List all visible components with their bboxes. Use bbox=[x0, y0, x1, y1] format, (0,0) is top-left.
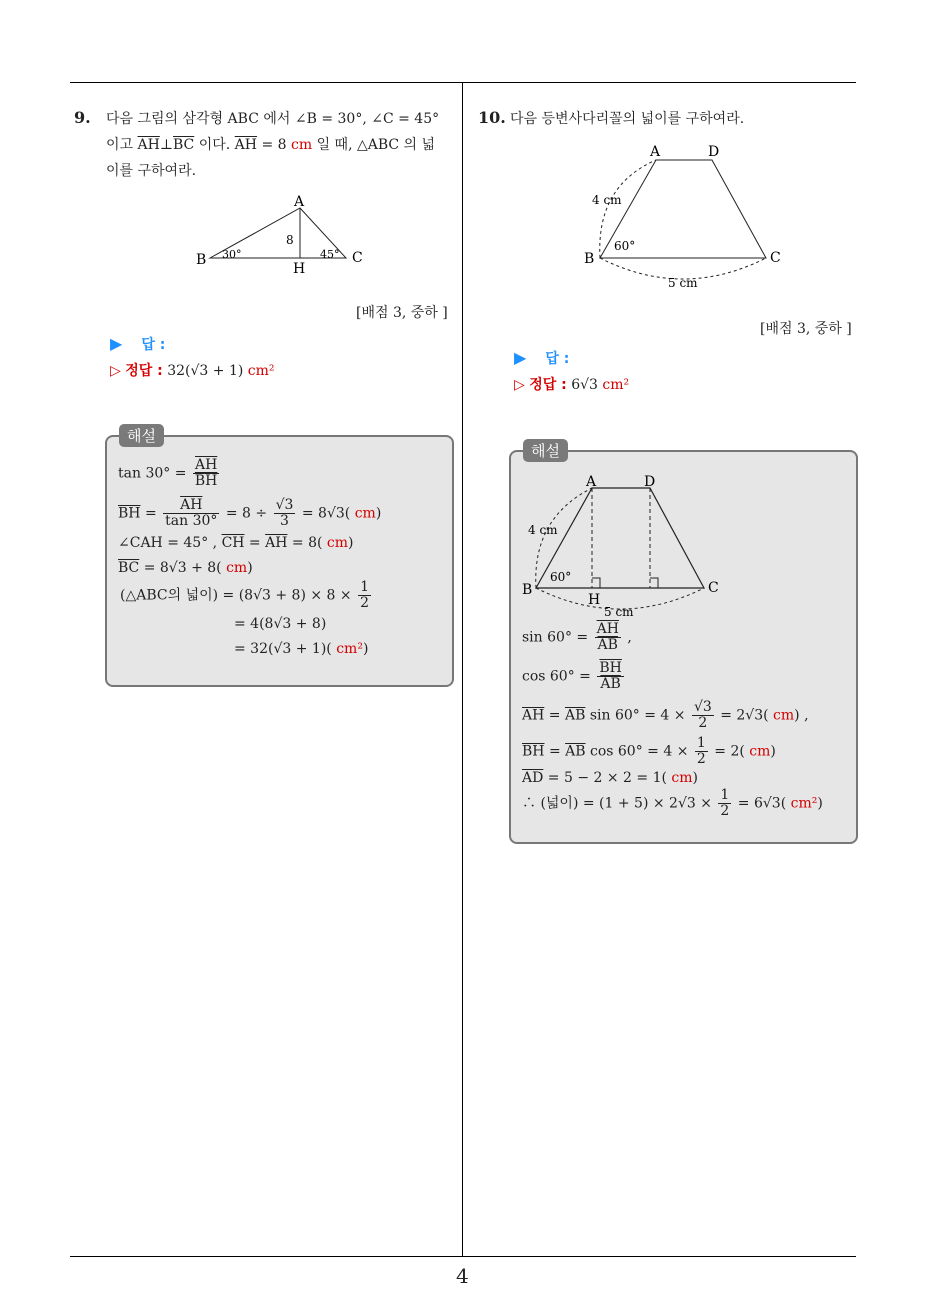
q9-exp-line1: tan 30° = $\frac{\overline{AH}}{BH}$ bbox=[118, 457, 218, 489]
fig10-label-a: A bbox=[650, 144, 661, 160]
correct-value: 32(√3 + 1) bbox=[167, 363, 248, 379]
q10-number: 10. bbox=[478, 108, 506, 127]
q10-exp-line2: cos 60° = $\frac{\overline{BH}}{AB}$ bbox=[522, 660, 622, 692]
q9-exp-line5: (△ABC의 넓이) = (8√3 + 8) × 8 × $\frac{1}{2}$ bbox=[120, 579, 370, 611]
expfig-label-a: A bbox=[586, 474, 597, 490]
expfig-label-b: B bbox=[522, 582, 533, 598]
q9-exp-line7: = 32(√3 + 1)( cm²) bbox=[234, 641, 369, 657]
q9-explanation-tag: 해설 bbox=[119, 424, 164, 447]
play-arrow-icon: ▶ bbox=[110, 334, 123, 353]
fig9-label-c: C bbox=[352, 250, 363, 266]
q10-exp-line3: $\overline{AH} = \overline{AB}$ sin 60° = 4 × $\frac{√3}{2}$ = 2√3( cm) , bbox=[522, 699, 809, 731]
expfig-label-c: C bbox=[708, 580, 719, 596]
q9-text-line2: 이고 $\overline{AH}\perp\overline{BC}$ 이다. $\overline{AH} = 8$ cm 일 때, △ABC 의 넓 bbox=[106, 137, 436, 153]
correct-unit: cm² bbox=[247, 363, 275, 379]
q9-text-line1: 다음 그림의 삼각형 ABC 에서 ∠B = 30°, ∠C = 45° bbox=[106, 111, 440, 127]
outline-arrow-icon: ▷ bbox=[514, 377, 525, 393]
q9-answer-row bbox=[110, 334, 165, 354]
q9-correct-row bbox=[110, 360, 275, 380]
page-number: 4 bbox=[456, 1264, 469, 1288]
q10-exp-line4: $\overline{BH} = \overline{AB}$ cos 60° = 4 × $\frac{1}{2}$ = 2( cm) bbox=[522, 735, 776, 767]
q10-correct-row bbox=[514, 374, 629, 394]
expfig-label-h: H bbox=[588, 592, 601, 608]
expfig-label-angle: 60° bbox=[550, 570, 572, 584]
expfig-label-base: 5 cm bbox=[604, 605, 634, 619]
q10-trapezoid-figure bbox=[580, 140, 790, 292]
q10-text-line1: 다음 등변사다리꼴의 넓이를 구하여라. bbox=[510, 111, 745, 127]
q10-exp-line5: $\overline{AD} = 5 - 2 \times 2 = 1$( cm) bbox=[522, 770, 699, 786]
correct-unit: cm² bbox=[602, 377, 630, 393]
q10-exp-line6: ∴ (넓이) = (1 + 5) × 2√3 × $\frac{1}{2}$ = 6√3( cm²) bbox=[522, 787, 823, 819]
column-divider bbox=[462, 82, 463, 1257]
bottom-rule bbox=[70, 1256, 856, 1257]
fig10-label-angle: 60° bbox=[614, 239, 636, 253]
q9-exp-line6: = 4(8√3 + 8) bbox=[234, 616, 327, 632]
fig10-label-base: 5 cm bbox=[668, 276, 698, 290]
fig10-label-side: 4 cm bbox=[592, 193, 622, 207]
correct-label: 정답 : bbox=[529, 377, 567, 393]
fig9-angle-b: 30° bbox=[222, 248, 242, 261]
fig10-label-b: B bbox=[584, 251, 595, 267]
play-arrow-icon: ▶ bbox=[514, 348, 527, 367]
answer-label: 답 : bbox=[141, 337, 166, 353]
q9-exp-line2: $\overline{BH}$ = $\frac{\overline{AH}}{\tan 30^\circ}$ = 8 ÷ $\frac{√3}{3}$ = 8√3( cm) bbox=[118, 497, 382, 529]
q9-triangle-figure bbox=[190, 192, 370, 276]
q9-exp-line4: $\overline{BC} = 8√3 + 8$( cm) bbox=[118, 560, 253, 576]
fig10-label-d: D bbox=[708, 144, 720, 160]
correct-label: 정답 : bbox=[125, 363, 163, 379]
expfig-label-d: D bbox=[644, 474, 656, 490]
outline-arrow-icon: ▷ bbox=[110, 363, 121, 379]
fig9-label-b: B bbox=[196, 252, 207, 268]
q9-text-line3: 이를 구하여라. bbox=[106, 163, 197, 179]
q10-score: [배점 3, 중하 ] bbox=[760, 321, 852, 337]
q10-exp-figure bbox=[518, 470, 728, 620]
fig9-label-h: H bbox=[293, 261, 306, 276]
q10-explanation-tag: 해설 bbox=[523, 439, 568, 462]
top-rule bbox=[70, 82, 856, 83]
fig9-label-a: A bbox=[294, 194, 305, 210]
q9-exp-line3: ∠CAH = 45° , $\overline{CH} = \overline{AH} = 8$( cm) bbox=[118, 535, 354, 551]
expfig-label-side: 4 cm bbox=[528, 523, 558, 537]
fig10-label-c: C bbox=[770, 250, 781, 266]
fig9-label-side: 8 bbox=[286, 233, 294, 247]
answer-label: 답 : bbox=[545, 351, 570, 367]
q10-answer-row bbox=[514, 348, 569, 368]
q9-score: [배점 3, 중하 ] bbox=[356, 305, 448, 321]
q10-exp-line1: sin 60° = $\frac{\overline{AH}}{AB}$ , bbox=[522, 621, 632, 653]
q9-number: 9. bbox=[74, 108, 91, 127]
fig9-angle-c: 45° bbox=[320, 248, 340, 261]
correct-value: 6√3 bbox=[571, 377, 603, 393]
